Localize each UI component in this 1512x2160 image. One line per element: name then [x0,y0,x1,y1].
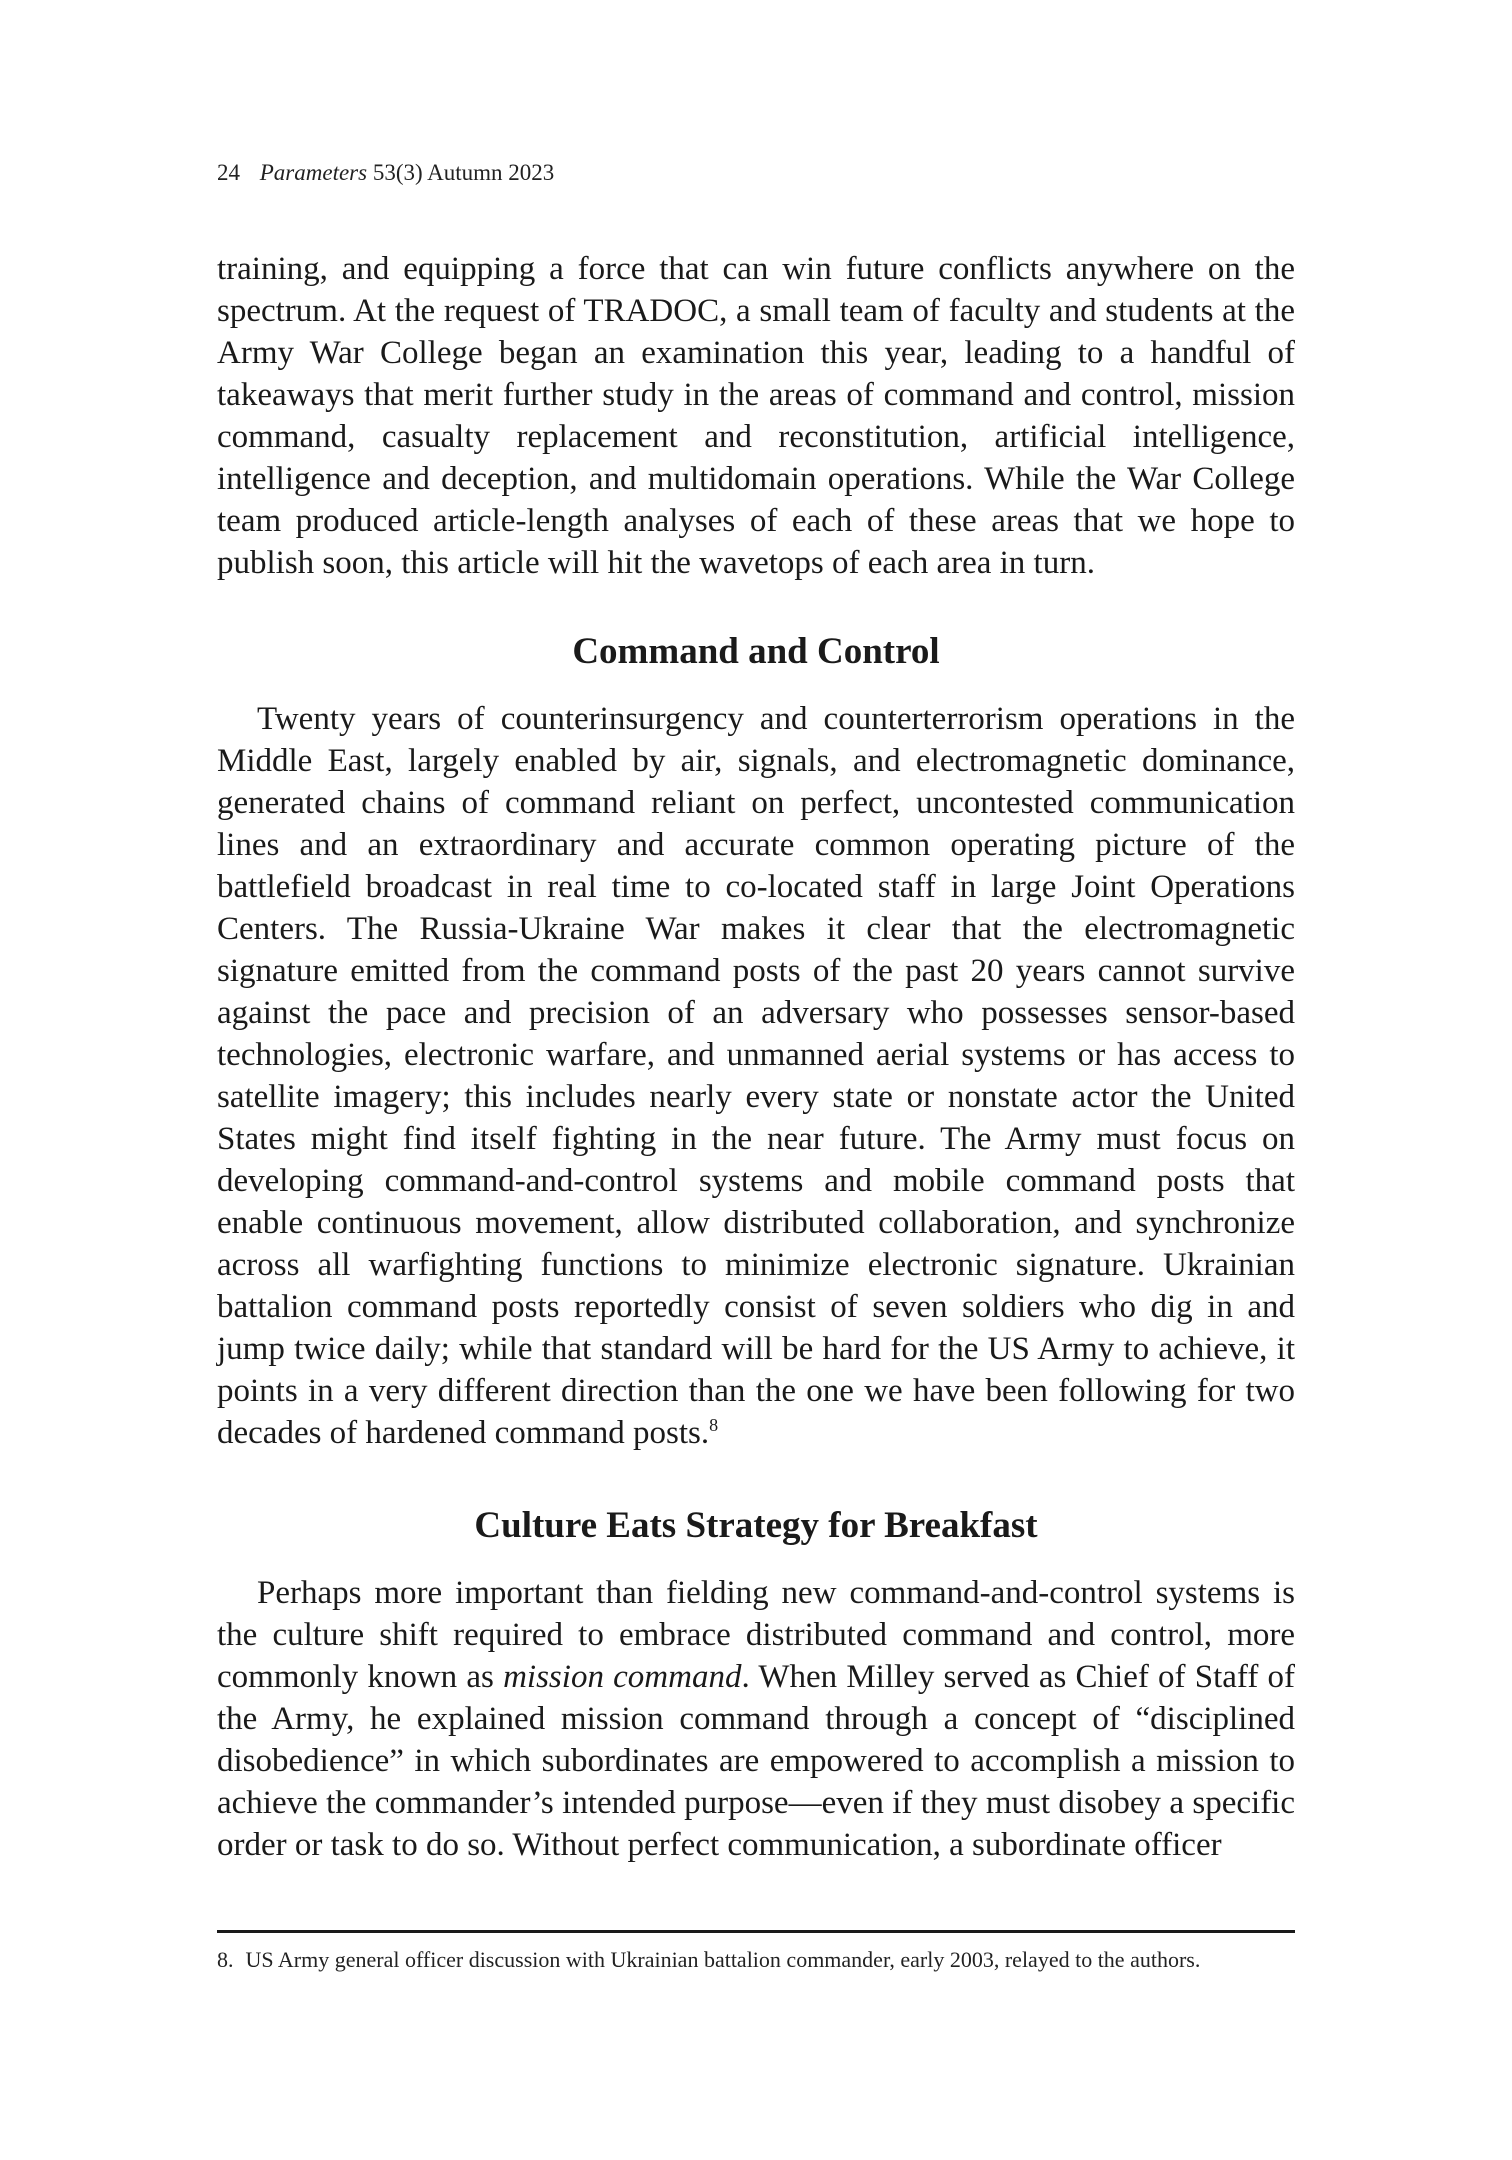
footnote-number: 8. [217,1947,234,1972]
command-and-control-text: Twenty years of counterinsurgency and counterterrorism operations in the Middle East, largely enabled by air, signals, and electromagnetic dominance, generated chains of command reliant on perfect, uncontested communication lines and an extraordinary and accurate common operating picture of the battlefield broadcast in real time to co-located staff in large Joint Operations Centers. The Russia-Ukraine War makes it clear that the electromagnetic signature emitted from the command posts of the past 20 years cannot survive against the pace and precision of an adversary who possesses sensor-based technologies, electronic warfare, and unmanned aerial systems or has access to satellite imagery; this includes nearly every state or nonstate actor the United States might find itself fighting in the near future. The Army must focus on developing command-and-control systems and mobile command posts that enable continuous movement, allow distributed collaboration, and synchronize across all warfighting functions to minimize electronic signature. Ukrainian battalion command posts reportedly consist of seven soldiers who dig in and jump twice daily; while that standard will be hard for the US Army to achieve, it points in a very different direction than the one we have been following for two decades of hardened command posts. [217,701,1295,1451]
command-and-control-paragraph [217,698,1295,1454]
footnote-text: US Army general officer discussion with Ukrainian battalion commander, early 2003, relayed to the authors. [245,1947,1201,1972]
footnote-reference[interactable]: 8 [709,1415,719,1435]
page-number: 24 [217,160,240,185]
journal-issue: 53(3) Autumn 2023 [372,160,555,185]
section-heading-command-and-control: Command and Control [572,631,940,672]
mission-command-term: mission command [503,1659,742,1695]
footnote-divider [217,1930,1295,1933]
journal-title: Parameters [259,160,368,185]
intro-paragraph: training, and equipping a force that can win future conflicts anywhere on the spectrum. At the request of TRADOC, a small team of faculty and students at the Army War College began an examination this year, leading to a handful of takeaways that merit further study in the areas of command and control, mission command, casualty replacement and reconstitution, artificial intelligence, intelligence and deception, and multidomain operations. While the War College team produced article-length analyses of each of these areas that we hope to publish soon, this article will hit the wavetops of each area in turn. [217,251,1295,581]
culture-text-part1: Perhaps more important than fielding new command-and-control systems is the culture shift required to embrace distributed command and control, more commonly known as [217,1575,1295,1695]
body-text [217,248,1295,1866]
section-heading-culture: Culture Eats Strategy for Breakfast [474,1505,1038,1546]
culture-text-part2: . When Milley served as Chief of Staff of the Army, he explained mission command through a concept of “disciplined disobedience” in which subordinates are empowered to accomplish a mission to achieve the commander’s intended purpose—even if they must disobey a specific order or task to do so. Without perfect communication, a subordinate officer [217,1659,1295,1863]
running-header [217,158,554,188]
footnote [217,1946,1295,1973]
culture-paragraph [217,1572,1295,1866]
